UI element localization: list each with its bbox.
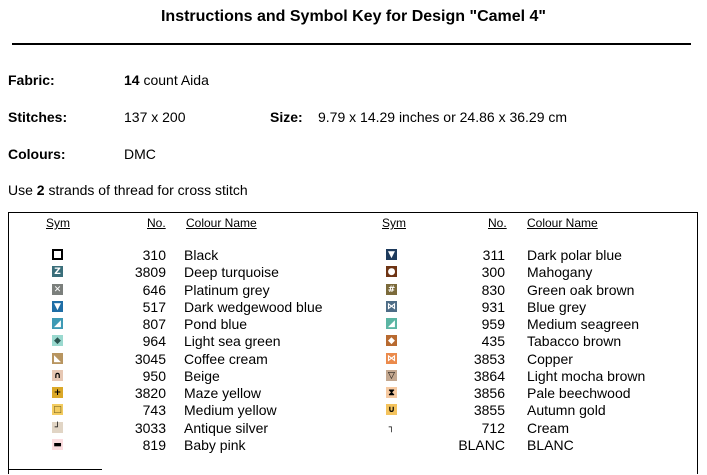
- dmc-number: 3033: [134, 419, 166, 436]
- fabric-count: 14: [124, 72, 140, 88]
- header-sym-right: Sym: [382, 216, 406, 230]
- corner-triangle-icon: ◢: [52, 318, 63, 329]
- key-row: [0, 351, 707, 368]
- blank-icon: [386, 439, 397, 450]
- colour-name: Autumn gold: [527, 402, 606, 419]
- dmc-number: BLANC: [458, 436, 505, 453]
- dmc-number: 3855: [473, 402, 505, 419]
- key-row: [0, 402, 707, 419]
- stitches-value: 137 x 200: [124, 109, 186, 125]
- corner-icon: ┘: [52, 422, 63, 433]
- instruction-strands: 2: [36, 182, 45, 198]
- dmc-number: 959: [481, 316, 505, 332]
- dmc-number: 517: [142, 298, 166, 315]
- colour-name: Beige: [184, 367, 220, 384]
- dmc-number: 964: [142, 333, 166, 350]
- key-row: [0, 437, 707, 454]
- key-row: [0, 299, 707, 316]
- colours-value: DMC: [124, 146, 156, 162]
- header-no-left: No.: [147, 216, 166, 230]
- header-name-right: Colour Name: [527, 216, 598, 230]
- key-row: [0, 282, 707, 299]
- key-row: [0, 420, 707, 437]
- circle-icon: ●: [387, 267, 396, 278]
- dmc-number: 3856: [473, 385, 505, 401]
- fabric-value: [124, 72, 209, 88]
- dmc-number: 950: [142, 367, 166, 384]
- colour-name: Tabacco brown: [527, 333, 622, 350]
- page-title: Instructions and Symbol Key for Design "Camel 4": [160, 8, 547, 25]
- dmc-number: 310: [142, 247, 166, 263]
- size-label: Size:: [270, 109, 303, 125]
- triangle-down-icon: ▼: [386, 249, 397, 260]
- instruction-post: strands of thread for cross stitch: [44, 182, 248, 198]
- table-bottom-rule: [8, 469, 102, 470]
- dmc-number: 807: [142, 316, 166, 332]
- z-letter-icon: Z: [52, 266, 63, 277]
- cup-icon: ∪: [387, 405, 396, 416]
- plus-icon: +: [53, 388, 62, 398]
- instruction-line: [8, 182, 248, 198]
- stitches-label: Stitches:: [8, 109, 68, 125]
- colour-name: Mahogany: [527, 264, 593, 281]
- colour-name: Blue grey: [527, 298, 587, 315]
- arch-icon: ∩: [53, 370, 62, 381]
- colour-name: Light mocha brown: [527, 367, 646, 384]
- dmc-number: 743: [142, 402, 166, 419]
- dmc-number: 3864: [473, 367, 505, 384]
- colour-name: Pond blue: [184, 316, 248, 332]
- key-row: [0, 247, 707, 264]
- colour-name: Light sea green: [184, 333, 281, 350]
- dmc-number: 3853: [473, 350, 505, 367]
- colour-name: Medium yellow: [184, 402, 277, 419]
- colour-name: Platinum grey: [184, 281, 270, 298]
- cross-icon: ✕: [53, 284, 62, 295]
- colour-name: Dark wedgewood blue: [184, 298, 323, 315]
- diamond-icon: ◆: [52, 335, 63, 346]
- dmc-number: 712: [481, 419, 505, 436]
- instruction-pre: Use: [8, 182, 37, 198]
- fabric-label: Fabric:: [8, 72, 55, 88]
- bowtie-icon: ⋈: [387, 353, 396, 364]
- colour-name: Pale beechwood: [527, 385, 631, 401]
- colour-name: Antique silver: [184, 419, 269, 436]
- hash-icon: #: [387, 284, 396, 295]
- dmc-number: 435: [481, 333, 505, 350]
- colour-name: Coffee cream: [184, 350, 268, 367]
- dmc-number: 819: [142, 436, 166, 453]
- colour-name: BLANC: [527, 436, 574, 453]
- square-icon: □: [53, 405, 62, 416]
- colour-name: Medium seagreen: [527, 316, 640, 332]
- fabric-text: count Aida: [139, 72, 209, 88]
- bar-icon: ▬: [53, 439, 62, 450]
- corner-icon: ┐: [386, 422, 397, 433]
- dmc-number: 931: [481, 298, 505, 315]
- corner-triangle-icon: ◣: [52, 353, 63, 364]
- colour-name: Copper: [527, 350, 573, 367]
- size-value: 9.79 x 14.29 inches or 24.86 x 36.29 cm: [318, 109, 568, 125]
- bowtie-icon: ⋈: [387, 301, 396, 312]
- corner-triangle-icon: ◢: [386, 318, 397, 329]
- colour-name: Deep turquoise: [184, 264, 279, 281]
- colour-name: Baby pink: [184, 436, 246, 453]
- dmc-number: 830: [481, 281, 505, 298]
- colours-label: Colours:: [8, 146, 66, 162]
- colour-name: Dark polar blue: [527, 247, 622, 263]
- dmc-number: 3045: [134, 350, 166, 367]
- header-sym-left: Sym: [46, 216, 70, 230]
- triangle-outline-icon: ▽: [386, 370, 397, 381]
- dmc-number: 300: [481, 264, 505, 281]
- key-row: [0, 333, 707, 350]
- colour-name: Black: [184, 247, 219, 263]
- dmc-number: 646: [142, 281, 166, 298]
- key-row: [0, 385, 707, 402]
- header-no-right: No.: [488, 216, 507, 230]
- header-name-left: Colour Name: [186, 216, 257, 230]
- key-row: [0, 368, 707, 385]
- dmc-number: 311: [482, 247, 505, 263]
- triangle-down-icon: ▼: [52, 301, 63, 312]
- colour-name: Green oak brown: [527, 281, 635, 298]
- key-row: [0, 316, 707, 333]
- colour-name: Maze yellow: [184, 385, 262, 401]
- diamond-icon: ◆: [386, 335, 397, 346]
- hourglass-icon: ⧗: [386, 387, 397, 398]
- colour-name: Cream: [527, 419, 570, 436]
- dmc-number: 3820: [134, 385, 166, 401]
- dmc-number: 3809: [134, 264, 166, 281]
- key-row: [0, 264, 707, 281]
- title-underline: [12, 43, 691, 45]
